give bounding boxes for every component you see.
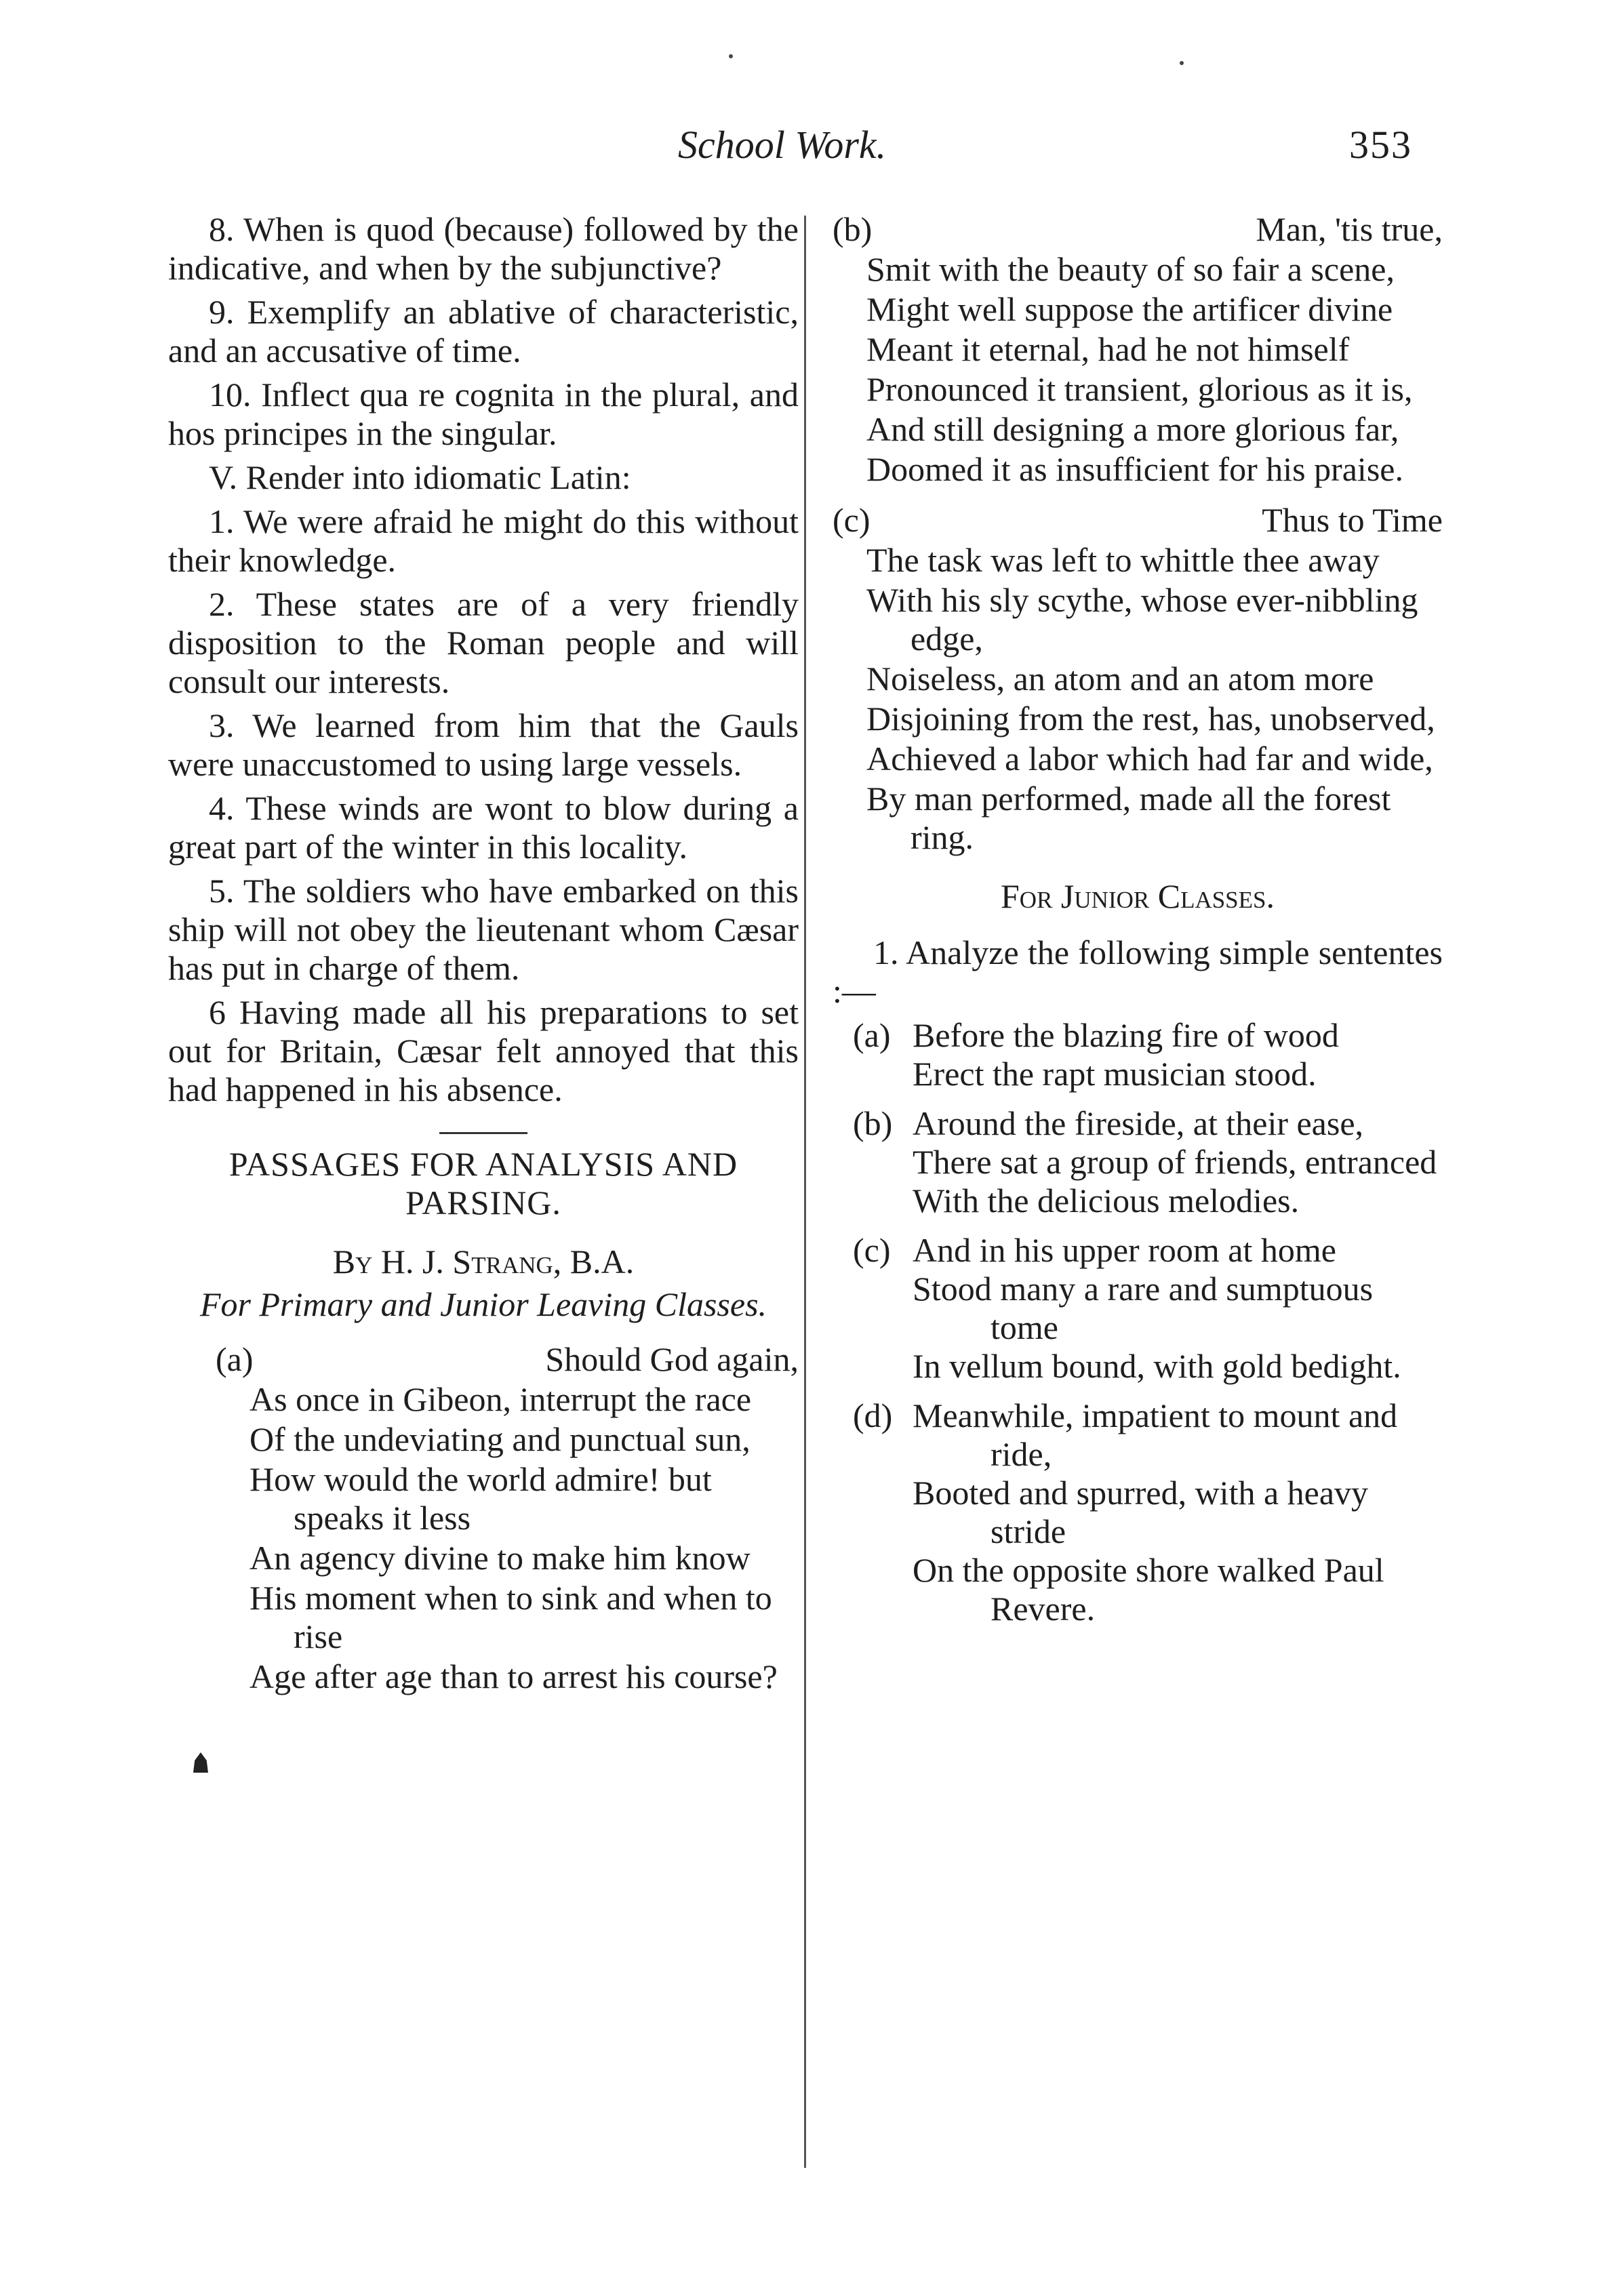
sentence-label: (a) [853, 1016, 891, 1054]
verse-line: The task was left to whittle thee away [866, 541, 1380, 579]
question-8: 8. When is quod (because) followed by the indicative, and when by the subjunctive? [168, 210, 799, 287]
sentence-line: Erect the rapt musician stood. [913, 1055, 1317, 1093]
sentence-line: And in his upper room at home [913, 1231, 1336, 1269]
passage-c [833, 501, 1443, 857]
latin-sentence-3: 3. We learned from him that the Gauls were unaccustomed to using large vessels. [168, 706, 799, 783]
ink-blot-mark [193, 1752, 208, 1773]
sentence-b [833, 1104, 1443, 1220]
sentence-label: (c) [853, 1231, 891, 1269]
latin-sentence-4: 4. These winds are wont to blow during a great part of the winter in this locality. [168, 789, 799, 866]
latin-sentence-2: 2. These states are of a very friendly disposition to the Roman people and will consult our interests. [168, 585, 799, 700]
verse-line: Disjoining from the rest, has, unobserved, [866, 700, 1435, 738]
running-title: School Work. [678, 123, 887, 167]
sentence-label: (d) [853, 1396, 893, 1434]
passage-b-opening-line [833, 210, 1443, 249]
sentence-line: There sat a group of friends, entranced [913, 1143, 1437, 1181]
passage-b [833, 210, 1443, 489]
sentence-line: In vellum bound, with gold bedight. [913, 1347, 1401, 1385]
verse-line: Pronounced it transient, glorious as it is, [866, 370, 1413, 408]
sentence-a [833, 1016, 1443, 1093]
passage-opening: Should God again, [545, 1340, 799, 1378]
sentence-line: Around the fireside, at their ease, [913, 1104, 1364, 1142]
verse-line: His moment when to sink and when to rise [249, 1579, 772, 1655]
question-9: 9. Exemplify an ablative of characteristic, and an accusative of time. [168, 293, 799, 369]
passage-opening: Thus to Time [1262, 501, 1443, 539]
scan-speck [729, 54, 733, 58]
verse-line: Doomed it as insufficient for his praise. [866, 450, 1403, 488]
sentence-line: With the delicious melodies. [913, 1182, 1300, 1220]
verse-line: Smit with the beauty of so fair a scene, [866, 250, 1395, 288]
latin-sentence-5: 5. The soldiers who have embarked on this ship will not obey the lieutenant whom Cæsar has put in charge of them. [168, 872, 799, 987]
sentence-line: Before the blazing fire of wood [913, 1016, 1339, 1054]
subheading: For Primary and Junior Leaving Classes. [199, 1285, 767, 1323]
section-v-heading: V. Render into idiomatic Latin: [209, 458, 631, 496]
sentence-line: Booted and spurred, with a heavy stride [913, 1474, 1369, 1550]
page-number: 353 [1349, 123, 1412, 167]
section-heading: PASSAGES FOR ANALYSIS AND PARSING. [228, 1145, 738, 1222]
passage-a [168, 1340, 799, 1696]
section-separator [439, 1132, 527, 1134]
sentence-d [833, 1396, 1443, 1628]
sentence-line: On the opposite shore walked Paul Revere. [913, 1551, 1384, 1628]
sentence-line: Stood many a rare and sumptuous tome [913, 1270, 1374, 1346]
scan-speck [1180, 61, 1184, 65]
sentence-line: Meanwhile, impatient to mount and ride, [913, 1396, 1398, 1473]
passage-c-opening-line [833, 501, 1443, 540]
verse-line: And still designing a more glorious far, [866, 410, 1399, 448]
latin-sentence-1: 1. We were afraid he might do this without their knowledge. [168, 502, 799, 579]
passage-a-opening-line [216, 1340, 799, 1379]
verse-line: How would the world admire! but speaks it less [249, 1460, 712, 1537]
verse-line: Noiseless, an atom and an atom more [866, 660, 1374, 698]
junior-question-1: 1. Analyze the following simple sententes :— [833, 933, 1443, 1010]
verse-line: Might well suppose the artificer divine [866, 290, 1393, 328]
passage-label: (b) [833, 210, 873, 248]
passage-label: (a) [216, 1340, 254, 1378]
byline: By H. J. Strang, B.A. [332, 1243, 635, 1281]
latin-sentence-6: 6 Having made all his preparations to set out for Britain, Cæsar felt annoyed that this had happened in his absence. [168, 993, 799, 1108]
junior-classes-heading: For Junior Classes. [1001, 877, 1275, 915]
verse-line: Age after age than to arrest his course? [249, 1657, 778, 1695]
verse-line: Meant it eternal, had he not himself [866, 330, 1350, 368]
right-column [833, 210, 1443, 1639]
sentence-label: (b) [853, 1104, 893, 1142]
passage-opening: Man, 'tis true, [1256, 210, 1443, 248]
verse-line: By man performed, made all the forest ring. [866, 780, 1391, 856]
page-header [0, 122, 1621, 183]
left-column [168, 210, 799, 1708]
verse-line: Of the undeviating and punctual sun, [249, 1420, 751, 1458]
verse-line: With his sly scythe, whose ever-nibbling edge, [866, 581, 1418, 658]
question-10: 10. Inflect qua re cognita in the plural, and hos principes in the singular. [168, 376, 799, 452]
verse-line: As once in Gibeon, interrupt the race [249, 1380, 752, 1418]
passage-label: (c) [833, 501, 870, 539]
verse-line: Achieved a labor which had far and wide, [866, 740, 1433, 778]
column-divider [804, 216, 806, 2168]
sentence-c [833, 1231, 1443, 1386]
verse-line: An agency divine to make him know [249, 1539, 751, 1577]
